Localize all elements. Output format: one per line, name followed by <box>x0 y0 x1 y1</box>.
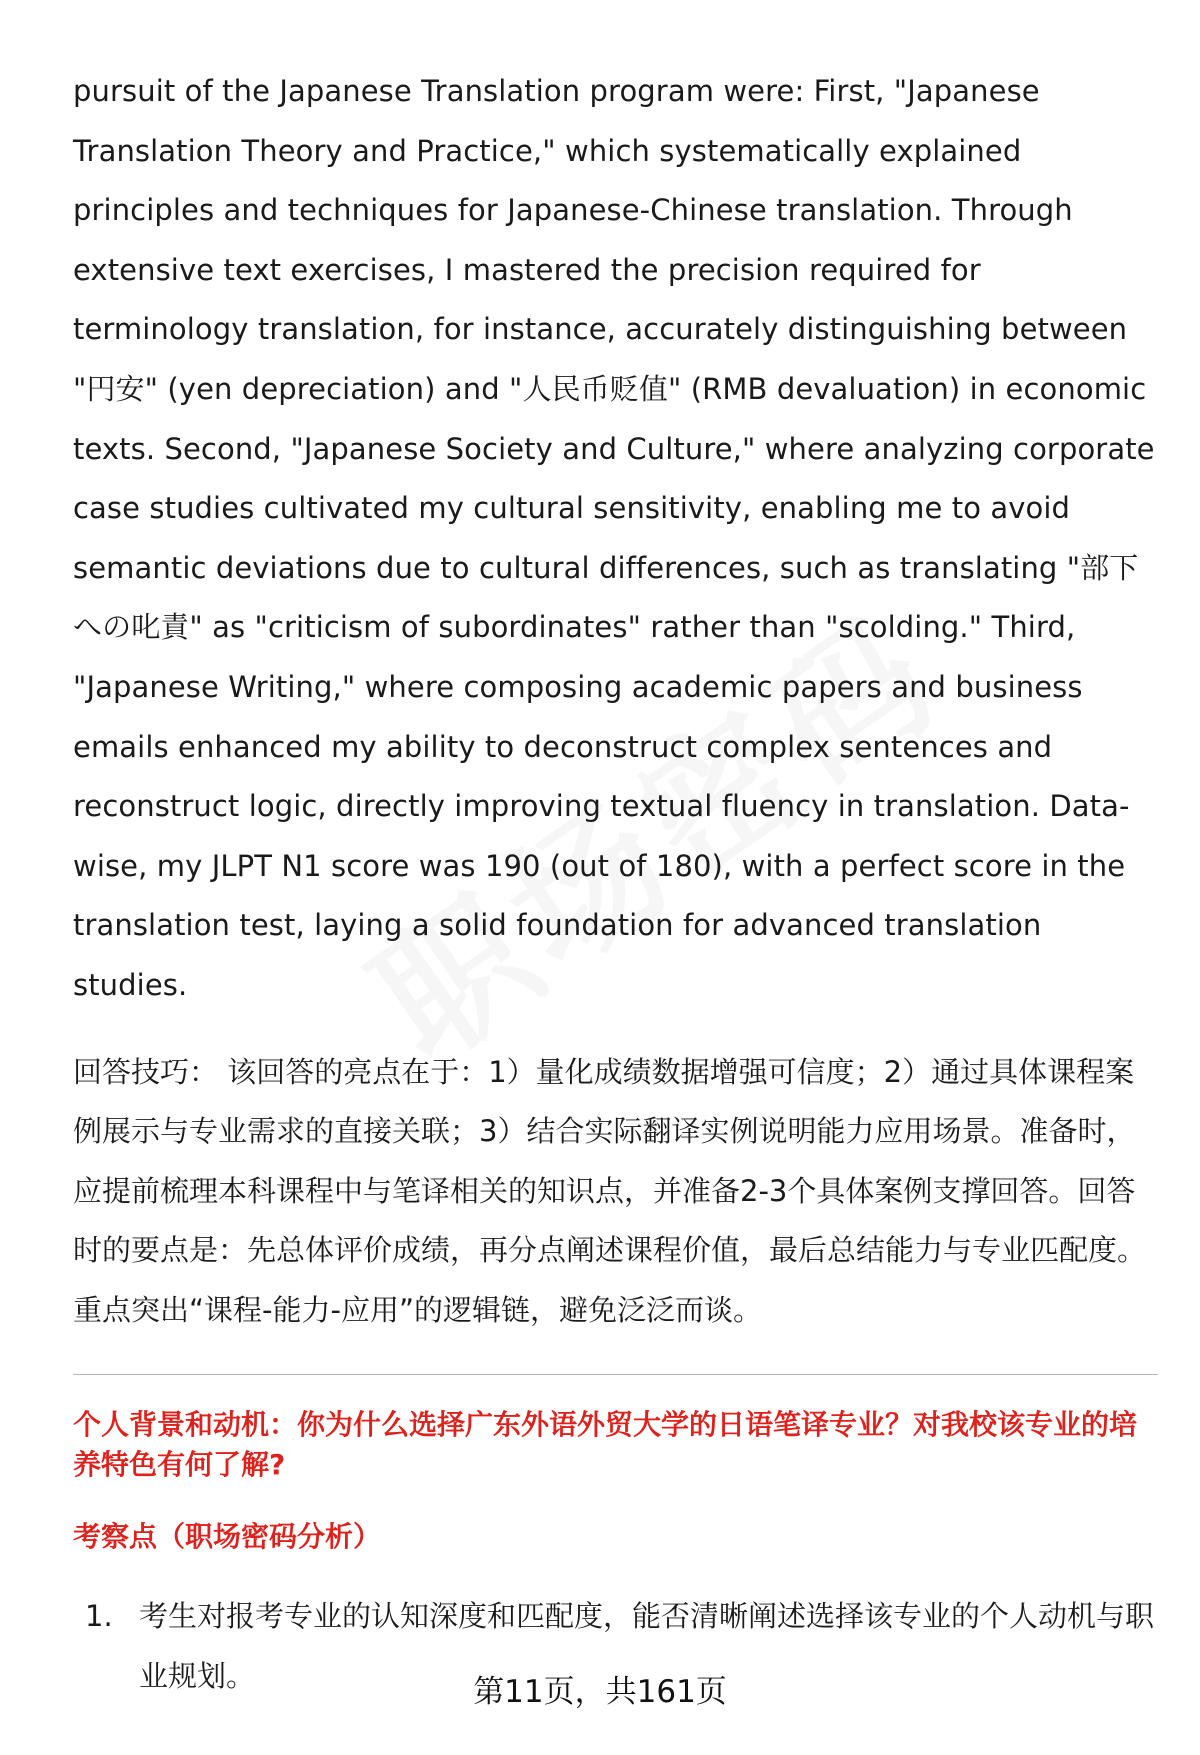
list-item-number: 1. <box>85 1599 113 1634</box>
body-paragraph: pursuit of the Japanese Translation program were: First, "Japanese Translation Theory and Practice," which systematically explained principles and techniques for Japanese-Chinese translation. Through extensive text exercises, I mastered the precision required for terminology translation, for instance, accurately distinguishing between "円安" (yen depreciation) and "人民币贬值" (RMB devaluation) in economic texts. Second, "Japanese Society and Culture," where analyzing corporate case studies cultivated my cultural sensitivity, enabling me to avoid semantic deviations due to cultural differences, such as translating "部下への叱責" as "criticism of subordinates" rather than "scolding." Third, "Japanese Writing," where composing academic papers and business emails enhanced my ability to deconstruct complex sentences and reconstruct logic, directly improving textual fluency in translation. Data-wise, my JLPT N1 score was 190 (out of 180), with a perfect score in the translation test, laying a solid foundation for advanced translation studies. <box>73 74 1155 1002</box>
page-number-footer: 第11页，共161页 <box>473 1674 727 1710</box>
page-content <box>73 62 1158 1707</box>
section-divider <box>73 1374 1158 1375</box>
list-item-text: 考生对报考专业的认知深度和匹配度，能否清晰阐述选择该专业的个人动机与职业规划。 <box>139 1599 1155 1694</box>
question-heading: 个人背景和动机：你为什么选择广东外语外贸大学的日语笔译专业？对我校该专业的培养特色有何了解? <box>73 1408 1138 1482</box>
assessment-points-heading: 考察点（职场密码分析） <box>73 1520 382 1554</box>
answer-tips-paragraph: 回答技巧： 该回答的亮点在于：1）量化成绩数据增强可信度；2）通过具体课程案例展示与专业需求的直接关联；3）结合实际翻译实例说明能力应用场景。准备时，应提前梳理本科课程中与笔译相关的知识点，并准备2-3个具体案例支撑回答。回答时的要点是：先总体评价成绩，再分点阐述课程价值，最后总结能力与专业匹配度。重点突出“课程-能力-应用”的逻辑链，避免泛泛而谈。 <box>73 1054 1147 1327</box>
